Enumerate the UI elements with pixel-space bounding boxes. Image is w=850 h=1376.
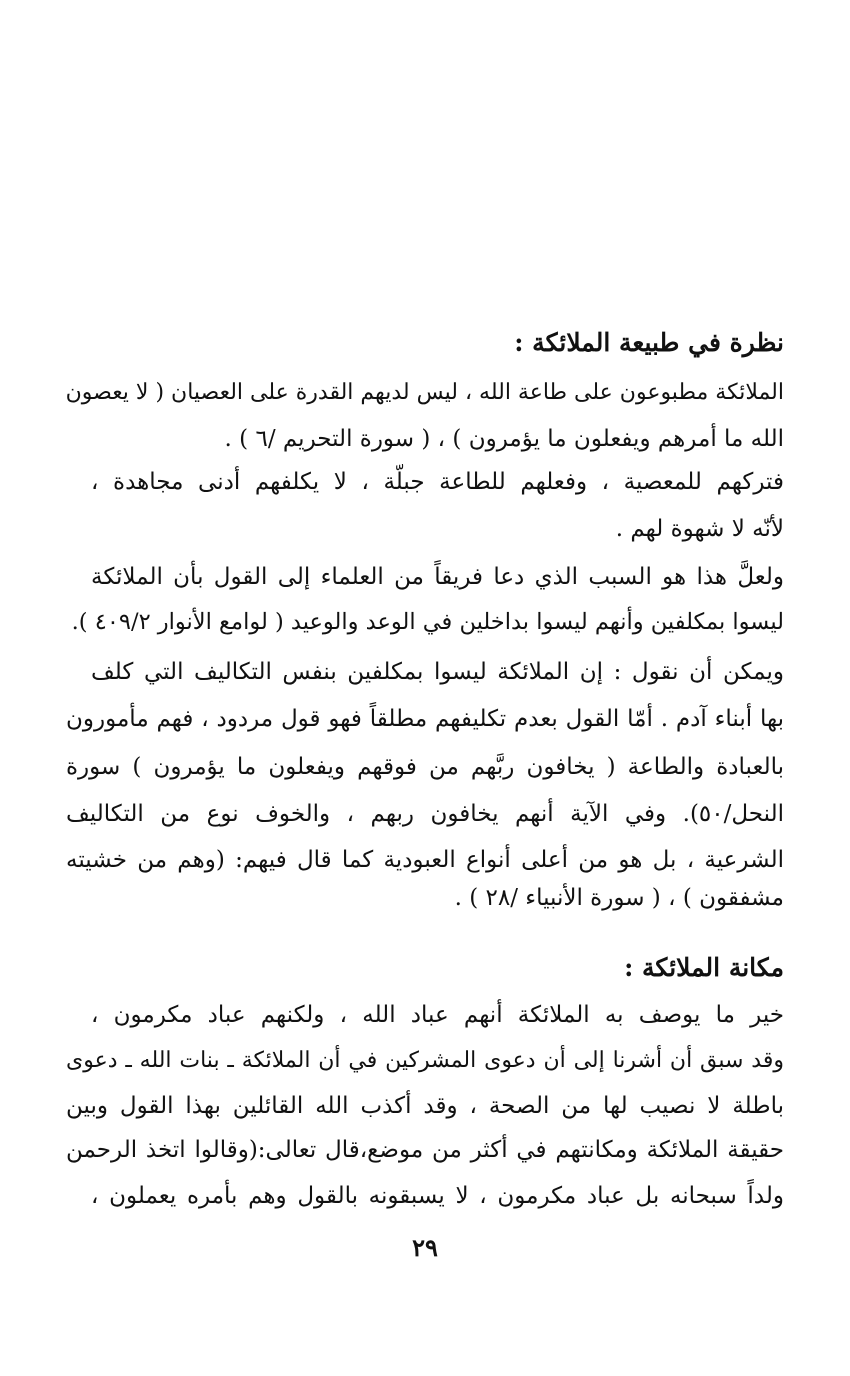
page-number: ٢٩	[412, 1233, 438, 1262]
text-line: الله ما أمرهم ويفعلون ما يؤمرون ) ، ( سورة التحريم /٦ ) .	[224, 426, 784, 452]
text-line: حقيقة الملائكة ومكانتهم في أكثر من موضع،قال تعالى:(وقالوا اتخذ الرحمن	[66, 1137, 784, 1163]
text-line: النحل/٥٠). وفي الآية أنهم يخافون ربهم ، والخوف نوع من التكاليف	[66, 801, 784, 827]
text-line: خير ما يوصف به الملائكة أنهم عباد الله ، ولكنهم عباد مكرمون ،	[91, 1002, 784, 1028]
text-line: ليسوا بمكلفين وأنهم ليسوا بداخلين في الوعد والوعيد ( لوامع الأنوار ٤٠٩/٢ ).	[71, 609, 784, 635]
text-line: باطلة لا نصيب لها من الصحة ، وقد أكذب الله القائلين بهذا القول وبين	[66, 1093, 784, 1119]
text-line: ويمكن أن نقول : إن الملائكة ليسوا بمكلفين بنفس التكاليف التي كلف	[91, 659, 784, 685]
text-line: بالعبادة والطاعة ( يخافون ربَّهم من فوقهم ويفعلون ما يؤمرون ) سورة	[66, 754, 784, 780]
text-line: فتركهم للمعصية ، وفعلهم للطاعة جبلّة ، لا يكلفهم أدنى مجاهدة ،	[91, 469, 784, 495]
text-line: الملائكة مطبوعون على طاعة الله ، ليس لديهم القدرة على العصيان ( لا يعصون	[65, 380, 784, 405]
text-line: ولعلَّ هذا هو السبب الذي دعا فريقاً من العلماء إلى القول بأن الملائكة	[91, 564, 784, 590]
text-line: وقد سبق أن أشرنا إلى أن دعوى المشركين في أن الملائكة ـ بنات الله ـ دعوى	[66, 1048, 784, 1073]
section-heading-status-of-angels: مكانة الملائكة :	[624, 953, 784, 982]
text-line: مشفقون ) ، ( سورة الأنبياء /٢٨ ) .	[454, 885, 784, 911]
section-heading-nature-of-angels: نظرة في طبيعة الملائكة :	[514, 328, 784, 357]
text-line: بها أبناء آدم . أمّا القول بعدم تكليفهم مطلقاً فهو قول مردود ، فهم مأمورون	[66, 706, 784, 732]
text-line: لأنّه لا شهوة لهم .	[615, 516, 784, 542]
text-line: ولداً سبحانه بل عباد مكرمون ، لا يسبقونه بالقول وهم بأمره يعملون ،	[91, 1183, 784, 1209]
text-line: الشرعية ، بل هو من أعلى أنواع العبودية كما قال فيهم: (وهم من خشيته	[66, 847, 784, 873]
